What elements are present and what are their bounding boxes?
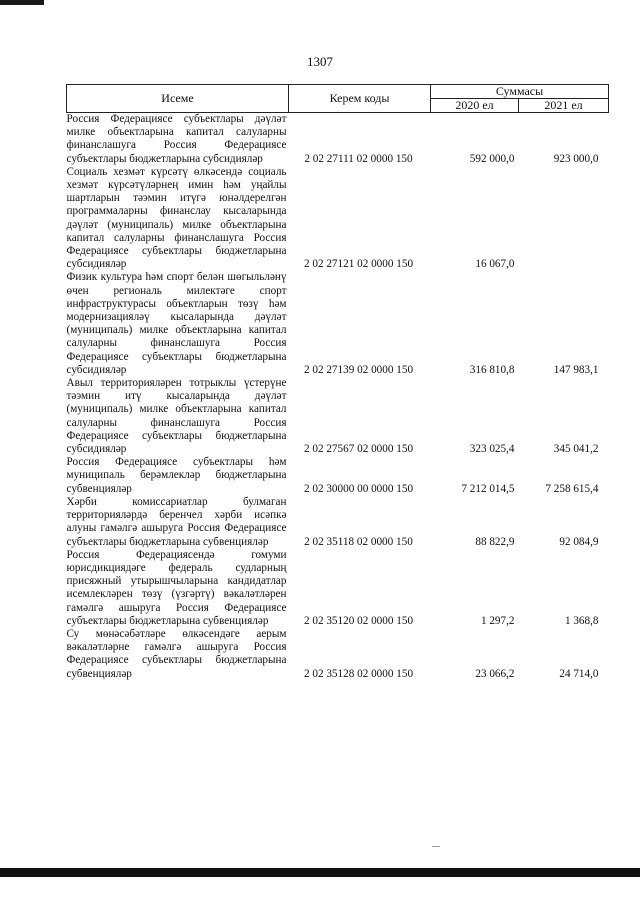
row-value-2021: 1 368,8 bbox=[564, 614, 599, 627]
row-code: 2 02 27139 02 0000 150 bbox=[303, 363, 414, 376]
row-value-2021: 345 041,2 bbox=[553, 443, 599, 456]
row-name: Физик культура һәм спорт белән шөгыльләнү өчен региональ милектәге спорт инфраструктурасы объектларын төзү һәм модернизацияләү кысаларында дәүләт (муниципаль) милке объектларына капитал салуларны финанслашуга Россия Федерациясе субъектлары бюджетларына субсидияләр bbox=[66, 271, 287, 376]
header-year-2020: 2020 ел bbox=[431, 99, 519, 113]
table-row bbox=[67, 549, 609, 628]
scan-speck bbox=[432, 846, 440, 847]
row-value-2020: 7 212 014,5 bbox=[461, 482, 515, 495]
row-code: 2 02 30000 00 0000 150 bbox=[303, 482, 414, 495]
table-row bbox=[67, 377, 609, 456]
page-number: 1307 bbox=[307, 54, 333, 69]
table-body bbox=[67, 113, 609, 681]
row-name: Россия Федерациясендә гомуми юрисдикциядәге федераль судларның присяжный утырышчыларына кандидатлар исемлекләрен төзү (үзгәртү) вәкаләтләрен гамәлгә ашыруга Россия Федерациясе субъектлары бюджетларына субвенцияләр bbox=[66, 548, 287, 627]
header-name: Исеме bbox=[67, 85, 289, 113]
row-name: Авыл территорияләрен тотрыклы үстерүне тәэмин итү кысаларында дәүләт (муниципаль) милке объектларына капитал салуларны финанслашуга Россия Федерациясе субъектлары бюджетларына субсидияләр bbox=[66, 377, 287, 456]
row-name: Социаль хезмәт күрсәтү өлкәсендә социаль хезмәт күрсәтүләрнең имин һәм уңайлы шартларын тәэмин итүгә юнәлдерелгән программаларны финанслау кысаларында дәүләт (муниципаль) милке объектларына капитал салуларны финанслашуга Россия Федерациясе субъектлары бюджетларына субсидияләр bbox=[66, 165, 287, 271]
row-value-2021: 24 714,0 bbox=[559, 667, 599, 680]
row-value-2021: 7 258 615,4 bbox=[545, 482, 599, 495]
row-name: Россия Федерациясе субъектлары һәм муниципаль берәмлекләр бюджетларына субвенцияләр bbox=[66, 456, 287, 495]
table-row bbox=[67, 456, 609, 496]
header-year-2021: 2021 ел bbox=[519, 99, 609, 113]
row-value-2020: 88 822,9 bbox=[475, 535, 515, 548]
row-code: 2 02 35118 02 0000 150 bbox=[304, 535, 413, 548]
scan-corner-mark bbox=[0, 0, 44, 5]
row-name: Су мөнәсәбәтләре өлкәсендәге аерым вәкаләтләрне гамәлгә ашыруга Россия Федерациясе субъектлары бюджетларына субвенцияләр bbox=[66, 627, 287, 680]
row-value-2020: 1 297,2 bbox=[480, 614, 515, 627]
row-value-2021 bbox=[519, 166, 609, 272]
table-row bbox=[67, 628, 609, 681]
row-value-2021: 923 000,0 bbox=[553, 152, 599, 165]
row-value-2021: 147 983,1 bbox=[553, 363, 599, 376]
row-code: 2 02 35128 02 0000 150 bbox=[303, 667, 414, 680]
row-code: 2 02 35120 02 0000 150 bbox=[303, 614, 414, 627]
scan-bottom-edge bbox=[0, 868, 640, 877]
row-value-2020: 323 025,4 bbox=[469, 443, 515, 456]
table-header bbox=[67, 85, 609, 113]
row-name: Хәрби комиссариатлар булмаган территорияләрдә беренчел хәрби исәпкә алуны гамәлгә ашыруга Россия Федерациясе субъектлары бюджетларына субвенцияләр bbox=[66, 495, 287, 548]
row-code: 2 02 27111 02 0000 150 bbox=[304, 152, 413, 165]
row-value-2020: 592 000,0 bbox=[469, 152, 515, 165]
header-sums: Суммасы bbox=[431, 85, 609, 99]
row-name: Россия Федерациясе субъектлары дәүләт милке объектларына капитал салуларны финанслашуга Россия Федерациясе субъектлары бюджетларына субсидияләр bbox=[66, 113, 287, 165]
row-value-2020: 316 810,8 bbox=[469, 363, 515, 376]
table-row bbox=[67, 113, 609, 166]
scan-top-edge bbox=[0, 0, 640, 8]
row-value-2020: 23 066,2 bbox=[475, 667, 515, 680]
row-value-2021: 92 084,9 bbox=[559, 535, 599, 548]
table-row bbox=[67, 166, 609, 272]
table-row bbox=[67, 271, 609, 377]
budget-table bbox=[66, 84, 609, 681]
row-code: 2 02 27567 02 0000 150 bbox=[303, 443, 414, 456]
table-row bbox=[67, 496, 609, 549]
header-code: Керем коды bbox=[289, 85, 431, 113]
row-code: 2 02 27121 02 0000 150 bbox=[303, 258, 414, 271]
row-value-2020: 16 067,0 bbox=[475, 258, 515, 271]
